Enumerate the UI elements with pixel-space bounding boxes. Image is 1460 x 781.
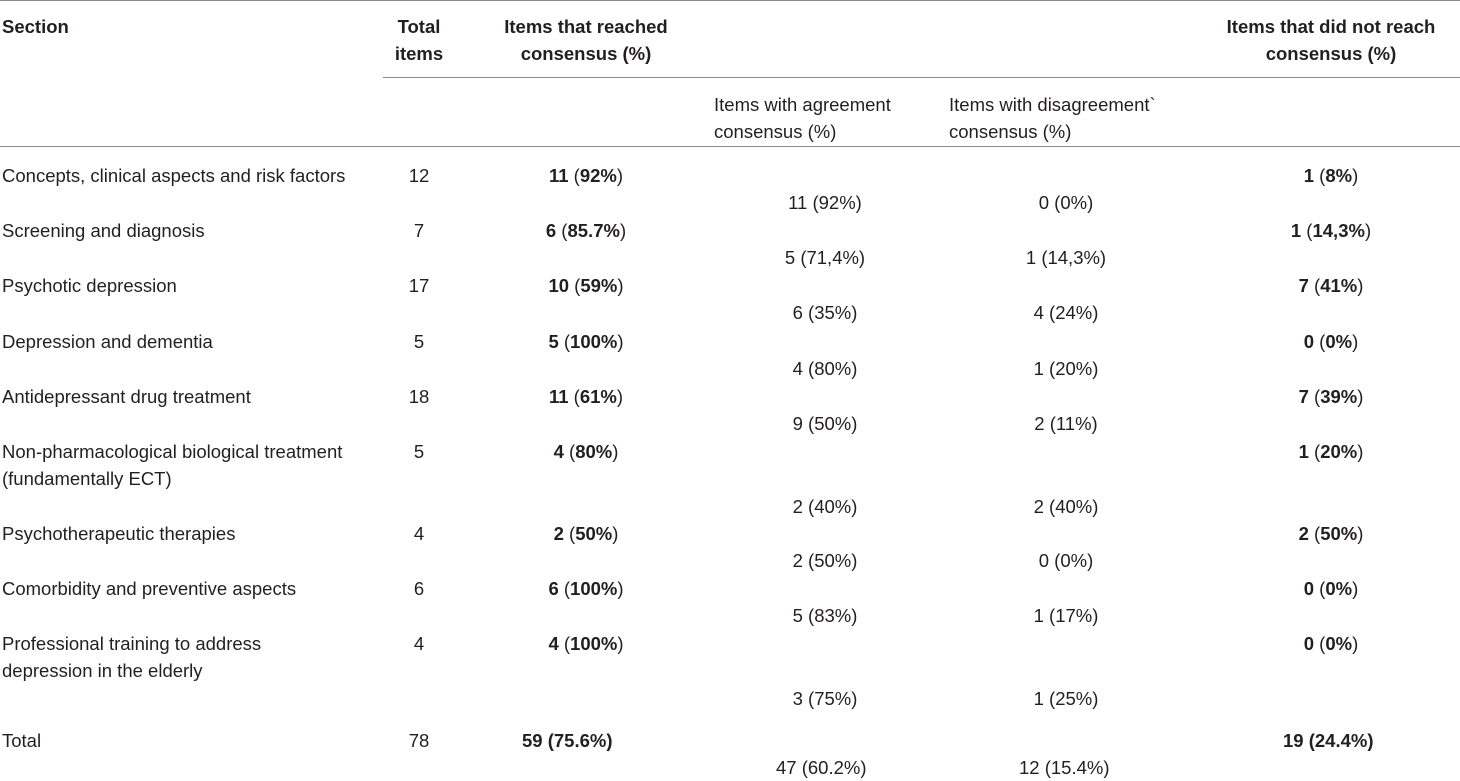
reached-consensus-text bbox=[548, 575, 623, 602]
header-not-reached-line2: consensus (%) bbox=[1265, 43, 1397, 64]
not-reached-open-paren: ( bbox=[1314, 331, 1326, 352]
reached-open-paren: ( bbox=[556, 220, 568, 241]
not-reached-close-paren: ) bbox=[1352, 331, 1359, 352]
header-disagreement-line2: consensus (%) bbox=[949, 121, 1072, 142]
reached-percent: 100% bbox=[570, 331, 618, 352]
not-reached-open-paren: ( bbox=[1308, 275, 1321, 296]
section-label bbox=[2, 438, 342, 492]
total-row-agreement: 47 (60.2%) bbox=[776, 757, 867, 778]
section-label-line2: depression in the elderly bbox=[2, 660, 203, 681]
not-reached-percent: 41% bbox=[1320, 275, 1358, 296]
total-items-value: 4 bbox=[413, 633, 425, 654]
agreement-value: 2 (40%) bbox=[792, 496, 858, 517]
header-total-items-line2: items bbox=[394, 43, 444, 64]
not-reached-consensus-value bbox=[1304, 575, 1359, 602]
section-label-line1: Psychotic depression bbox=[2, 275, 177, 296]
section-label bbox=[2, 383, 251, 410]
section-label-line1: Concepts, clinical aspects and risk factors bbox=[2, 165, 346, 186]
not-reached-percent: 0% bbox=[1325, 578, 1353, 599]
reached-close-paren: ) bbox=[617, 578, 624, 599]
header-not-reached-line1: Items that did not reach bbox=[1226, 16, 1436, 37]
section-label-line1: Professional training to address bbox=[2, 633, 262, 654]
header-disagreement-line1: Items with disagreement` bbox=[949, 94, 1156, 115]
disagreement-value: 1 (25%) bbox=[1033, 688, 1099, 709]
not-reached-consensus-value bbox=[1299, 272, 1364, 299]
reached-consensus-text bbox=[549, 162, 623, 189]
section-label bbox=[2, 272, 177, 299]
header-agreement-line2: consensus (%) bbox=[714, 121, 837, 142]
not-reached-close-paren: ) bbox=[1357, 275, 1364, 296]
reached-consensus-text bbox=[554, 520, 619, 547]
total-items-value: 4 bbox=[413, 523, 425, 544]
header-total-items bbox=[380, 13, 458, 67]
section-label-line2: (fundamentally ECT) bbox=[2, 468, 172, 489]
section-label-line1: Psychotherapeutic therapies bbox=[2, 523, 236, 544]
reached-percent: 59% bbox=[580, 275, 618, 296]
not-reached-open-paren: ( bbox=[1314, 578, 1326, 599]
agreement-value: 6 (35%) bbox=[792, 302, 858, 323]
reached-percent: 85.7% bbox=[567, 220, 620, 241]
header-not-reached-consensus bbox=[1208, 13, 1454, 67]
total-items-value: 17 bbox=[408, 275, 430, 296]
disagreement-value: 2 (40%) bbox=[1033, 496, 1099, 517]
reached-count: 4 bbox=[553, 441, 564, 462]
total-items-value: 6 bbox=[413, 578, 425, 599]
reached-percent: 61% bbox=[579, 386, 617, 407]
reached-percent: 100% bbox=[570, 633, 618, 654]
not-reached-percent: 39% bbox=[1320, 386, 1358, 407]
not-reached-close-paren: ) bbox=[1357, 523, 1364, 544]
not-reached-close-paren: ) bbox=[1352, 578, 1359, 599]
reached-percent: 80% bbox=[575, 441, 613, 462]
reached-close-paren: ) bbox=[612, 523, 619, 544]
not-reached-consensus-value bbox=[1291, 217, 1371, 244]
reached-percent: 92% bbox=[579, 165, 617, 186]
disagreement-value: 1 (20%) bbox=[1033, 358, 1099, 379]
header-bottom-rule bbox=[0, 146, 1460, 147]
header-section: Section bbox=[2, 16, 69, 37]
section-label bbox=[2, 328, 213, 355]
agreement-value: 5 (71,4%) bbox=[784, 247, 866, 268]
total-row-label: Total bbox=[2, 730, 42, 751]
header-reached-line2: consensus (%) bbox=[520, 43, 652, 64]
total-items-value: 5 bbox=[413, 331, 425, 352]
not-reached-count: 7 bbox=[1298, 386, 1309, 407]
not-reached-close-paren: ) bbox=[1364, 220, 1372, 241]
section-label-line1: Depression and dementia bbox=[2, 331, 213, 352]
total-row-disagreement: 12 (15.4%) bbox=[1019, 757, 1110, 778]
not-reached-consensus-value bbox=[1304, 328, 1359, 355]
not-reached-percent: 20% bbox=[1320, 441, 1358, 462]
reached-percent: 100% bbox=[570, 578, 618, 599]
agreement-value: 5 (83%) bbox=[792, 605, 858, 626]
reached-open-paren: ( bbox=[558, 578, 571, 599]
section-label bbox=[2, 575, 296, 602]
section-label-line1: Non-pharmacological biological treatment bbox=[2, 441, 343, 462]
reached-open-paren: ( bbox=[568, 386, 580, 407]
total-items-value: 7 bbox=[413, 220, 425, 241]
reached-open-paren: ( bbox=[558, 633, 571, 654]
disagreement-value: 1 (17%) bbox=[1033, 605, 1099, 626]
reached-open-paren: ( bbox=[568, 165, 580, 186]
total-row-not-reached: 19 (24.4%) bbox=[1283, 730, 1374, 751]
reached-count: 11 bbox=[548, 386, 569, 407]
not-reached-percent: 50% bbox=[1320, 523, 1358, 544]
reached-close-paren: ) bbox=[619, 220, 627, 241]
not-reached-close-paren: ) bbox=[1352, 633, 1359, 654]
reached-close-paren: ) bbox=[616, 386, 624, 407]
agreement-value: 4 (80%) bbox=[792, 358, 858, 379]
reached-open-paren: ( bbox=[558, 331, 571, 352]
agreement-value: 2 (50%) bbox=[792, 550, 858, 571]
not-reached-percent: 14,3% bbox=[1312, 220, 1365, 241]
not-reached-open-paren: ( bbox=[1314, 165, 1326, 186]
not-reached-count: 7 bbox=[1298, 275, 1309, 296]
reached-count: 5 bbox=[548, 331, 559, 352]
reached-count: 6 bbox=[548, 578, 559, 599]
not-reached-open-paren: ( bbox=[1314, 633, 1326, 654]
section-label bbox=[2, 217, 205, 244]
not-reached-count: 1 bbox=[1290, 220, 1302, 241]
header-agreement-consensus bbox=[714, 91, 891, 145]
section-label-line1: Screening and diagnosis bbox=[2, 220, 205, 241]
disagreement-value: 4 (24%) bbox=[1033, 302, 1099, 323]
disagreement-value: 0 (0%) bbox=[1038, 550, 1094, 571]
agreement-value: 9 (50%) bbox=[792, 413, 858, 434]
not-reached-count: 0 bbox=[1303, 331, 1315, 352]
reached-count: 10 bbox=[548, 275, 570, 296]
total-items-value: 18 bbox=[408, 386, 430, 407]
not-reached-consensus-value bbox=[1299, 438, 1364, 465]
not-reached-percent: 0% bbox=[1325, 331, 1353, 352]
disagreement-value: 0 (0%) bbox=[1038, 192, 1094, 213]
header-subrule bbox=[383, 77, 1460, 78]
reached-close-paren: ) bbox=[617, 633, 624, 654]
section-label-line1: Antidepressant drug treatment bbox=[2, 386, 251, 407]
reached-consensus-text bbox=[554, 438, 619, 465]
not-reached-open-paren: ( bbox=[1308, 441, 1321, 462]
disagreement-value: 1 (14,3%) bbox=[1025, 247, 1107, 268]
not-reached-close-paren: ) bbox=[1352, 165, 1359, 186]
reached-count: 11 bbox=[548, 165, 569, 186]
reached-close-paren: ) bbox=[617, 275, 624, 296]
not-reached-count: 1 bbox=[1303, 165, 1315, 186]
reached-count: 4 bbox=[548, 633, 559, 654]
total-items-value: 5 bbox=[413, 441, 425, 462]
reached-percent: 50% bbox=[575, 523, 613, 544]
total-row-total-items: 78 bbox=[408, 730, 430, 751]
not-reached-close-paren: ) bbox=[1357, 386, 1364, 407]
total-row-reached: 59 (75.6%) bbox=[522, 730, 613, 751]
not-reached-consensus-value bbox=[1304, 630, 1359, 657]
not-reached-open-paren: ( bbox=[1308, 523, 1321, 544]
agreement-value: 11 (92%) bbox=[788, 192, 862, 213]
reached-open-paren: ( bbox=[569, 275, 581, 296]
reached-count: 6 bbox=[545, 220, 557, 241]
section-label-line1: Comorbidity and preventive aspects bbox=[2, 578, 297, 599]
header-total-items-line1: Total bbox=[397, 16, 441, 37]
table-top-rule bbox=[0, 0, 1460, 1]
not-reached-count: 1 bbox=[1298, 441, 1309, 462]
total-items-value: 12 bbox=[408, 165, 430, 186]
not-reached-count: 0 bbox=[1303, 633, 1315, 654]
reached-open-paren: ( bbox=[563, 441, 576, 462]
reached-close-paren: ) bbox=[617, 331, 624, 352]
not-reached-close-paren: ) bbox=[1357, 441, 1364, 462]
agreement-value: 3 (75%) bbox=[792, 688, 858, 709]
not-reached-percent: 0% bbox=[1325, 633, 1353, 654]
reached-consensus-text bbox=[548, 272, 623, 299]
section-label bbox=[2, 162, 345, 189]
header-agreement-line1: Items with agreement bbox=[714, 94, 891, 115]
reached-count: 2 bbox=[553, 523, 564, 544]
reached-open-paren: ( bbox=[563, 523, 576, 544]
reached-consensus-text bbox=[546, 217, 626, 244]
disagreement-value: 2 (11%) bbox=[1034, 413, 1098, 434]
not-reached-open-paren: ( bbox=[1301, 220, 1313, 241]
not-reached-count: 2 bbox=[1298, 523, 1309, 544]
not-reached-consensus-value bbox=[1299, 520, 1364, 547]
reached-close-paren: ) bbox=[612, 441, 619, 462]
header-disagreement-consensus bbox=[949, 91, 1156, 145]
not-reached-count: 0 bbox=[1303, 578, 1315, 599]
not-reached-consensus-value bbox=[1299, 383, 1364, 410]
section-label bbox=[2, 520, 235, 547]
reached-consensus-text bbox=[548, 630, 623, 657]
not-reached-open-paren: ( bbox=[1308, 386, 1321, 407]
header-reached-consensus bbox=[480, 13, 692, 67]
reached-consensus-text bbox=[548, 328, 623, 355]
reached-close-paren: ) bbox=[616, 165, 624, 186]
reached-consensus-text bbox=[549, 383, 623, 410]
not-reached-consensus-value bbox=[1304, 162, 1359, 189]
header-reached-line1: Items that reached bbox=[504, 16, 668, 37]
not-reached-percent: 8% bbox=[1325, 165, 1353, 186]
section-label bbox=[2, 630, 261, 684]
